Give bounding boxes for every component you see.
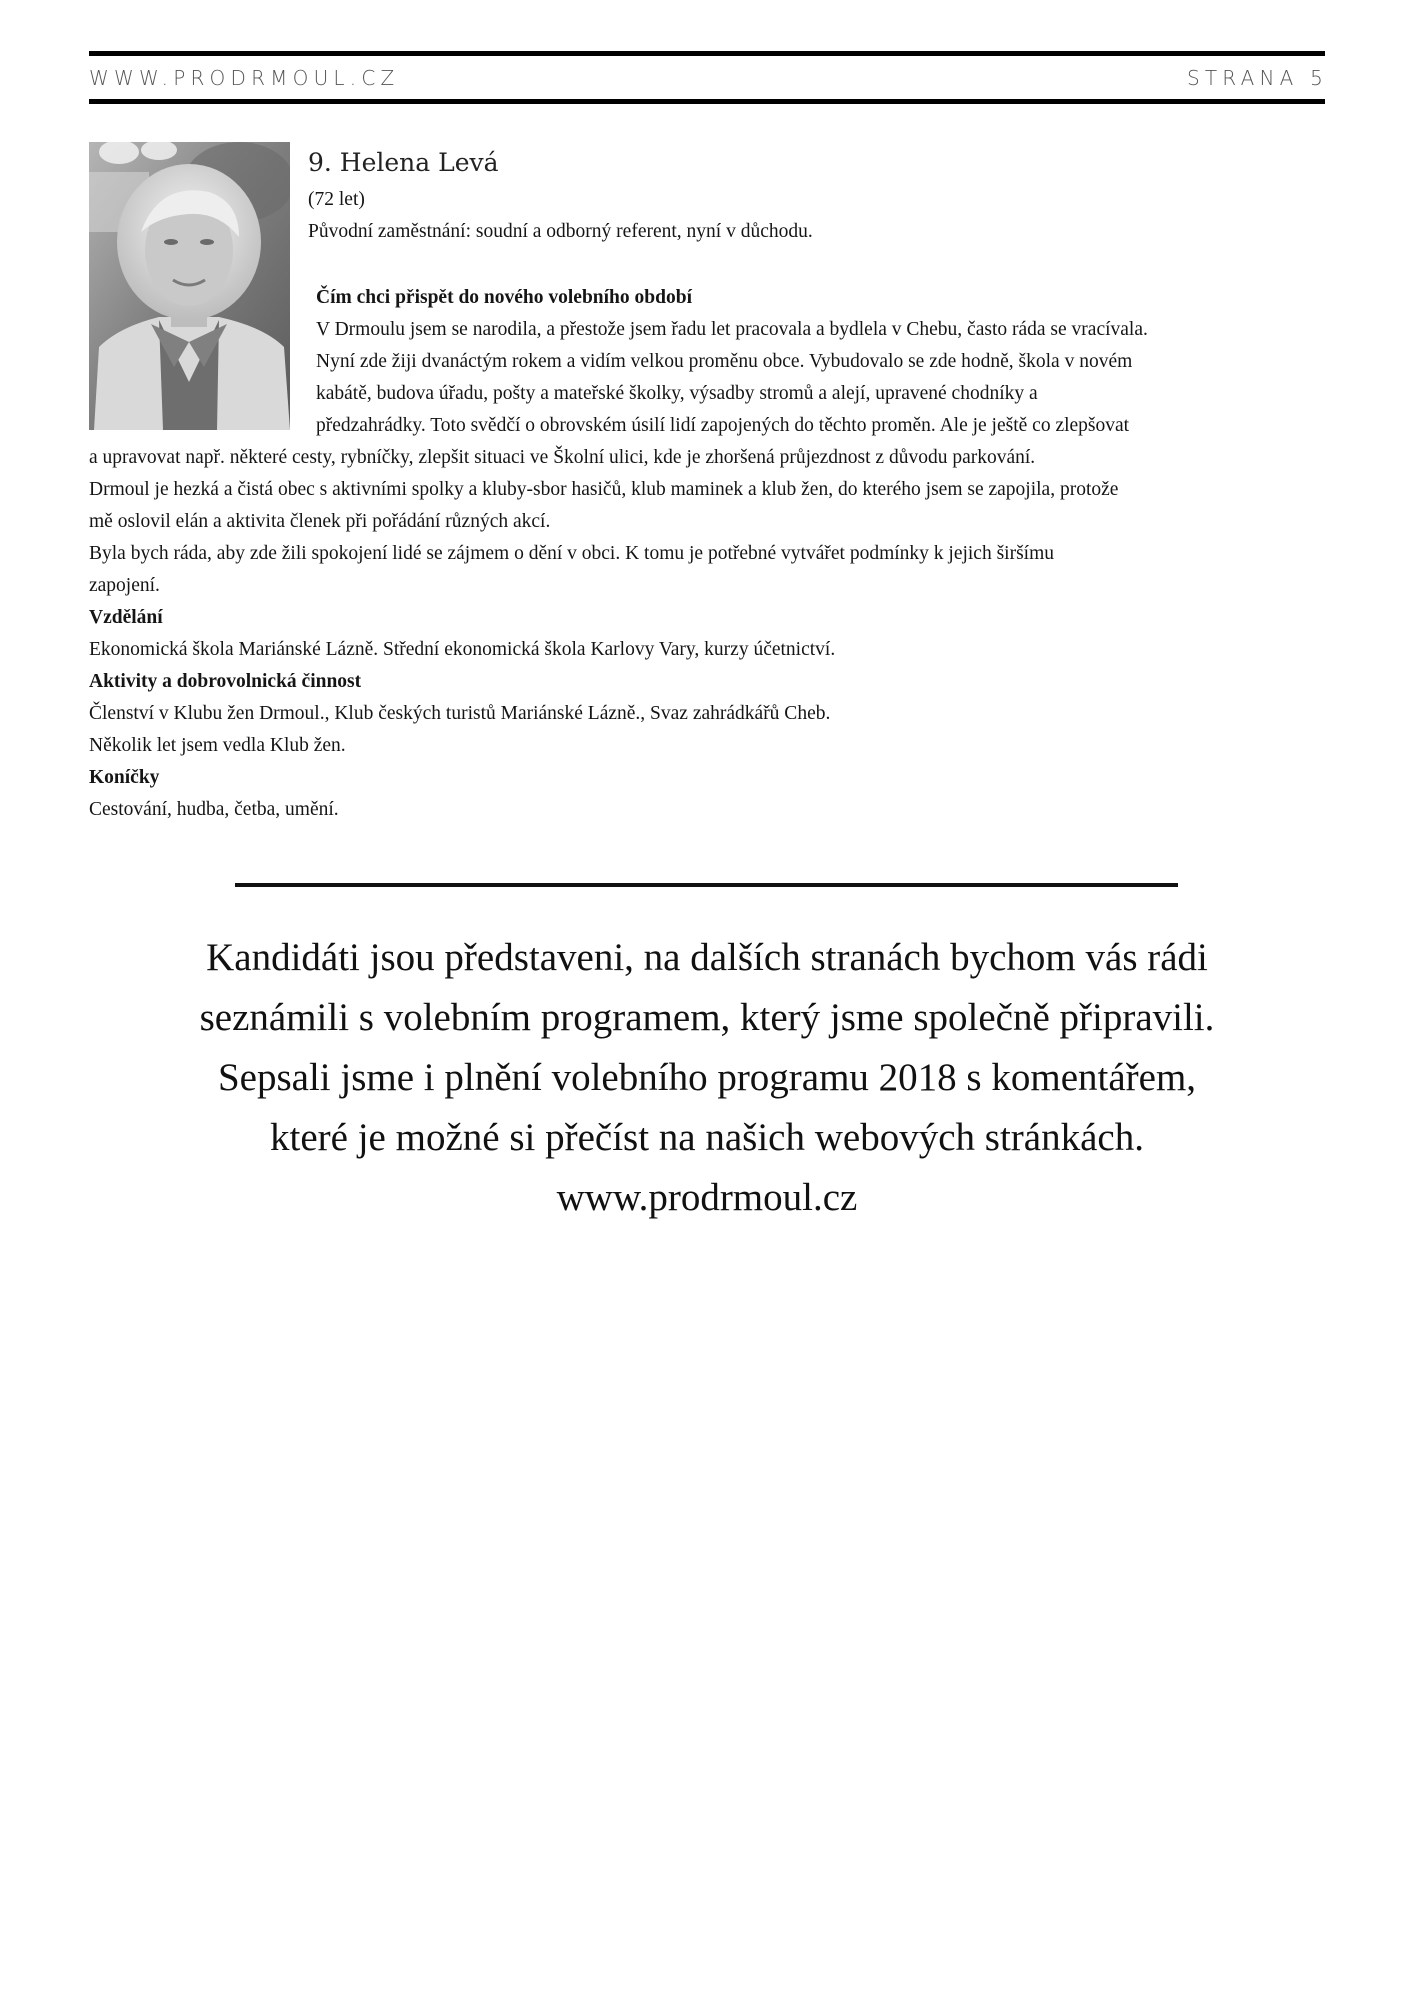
candidate-age: (72 let): [308, 189, 365, 210]
header-page-number: STRANA 5: [1186, 66, 1328, 90]
closing-line: Sepsali jsme i plnění volebního programu 2018 s komentářem,: [217, 1056, 1197, 1099]
closing-website-link[interactable]: www.prodrmoul.cz: [556, 1176, 858, 1219]
candidate-name: 9. Helena Levá: [308, 148, 499, 177]
contribution-line: Byla bych ráda, aby zde žili spokojení lidé se zájmem o dění v obci. K tomu je potřebné vytvářet podmínky k jejich širšímu: [89, 543, 1055, 564]
section-divider: [235, 883, 1178, 887]
contribution-line: mě oslovil elán a aktivita členek při pořádání různých akcí.: [89, 511, 551, 532]
activities-line: Několik let jsem vedla Klub žen.: [89, 735, 346, 756]
hobbies-heading: Koníčky: [89, 767, 160, 788]
contribution-line: předzahrádky. Toto svědčí o obrovském úsilí lidí zapojených do těchto proměn. Ale je ještě co zlepšovat: [316, 415, 1130, 436]
candidate-occupation: Původní zaměstnání: soudní a odborný referent, nyní v důchodu.: [308, 221, 813, 242]
activities-heading: Aktivity a dobrovolnická činnost: [89, 671, 362, 692]
candidate-photo: [89, 142, 290, 430]
closing-line: seznámili s volebním programem, který jsme společně připravili.: [199, 996, 1215, 1039]
education-heading: Vzdělání: [89, 607, 163, 628]
header-site-url: WWW.PRODRMOUL.CZ: [89, 66, 400, 90]
education-text: Ekonomická škola Mariánské Lázně. Střední ekonomická škola Karlovy Vary, kurzy účetnictví.: [89, 639, 836, 660]
contribution-line: V Drmoulu jsem se narodila, a přestože jsem řadu let pracovala a bydlela v Chebu, často ráda se vracívala.: [316, 319, 1148, 340]
closing-line: Kandidáti jsou představeni, na dalších stranách bychom vás rádi: [206, 936, 1208, 979]
closing-line: které je možné si přečíst na našich webových stránkách.: [270, 1116, 1144, 1159]
hobbies-text: Cestování, hudba, četba, umění.: [89, 799, 339, 820]
contribution-line: Drmoul je hezká a čistá obec s aktivními spolky a kluby-sbor hasičů, klub maminek a klub žen, do kterého jsem se zapojila, protože: [89, 479, 1119, 500]
contribution-line: a upravovat např. některé cesty, rybníčky, zlepšit situaci ve Školní ulici, kde je zhoršená průjezdnost z důvodu parkování.: [89, 447, 1036, 468]
contribution-line: zapojení.: [89, 575, 160, 596]
header-bottom-rule: [89, 99, 1325, 104]
contribution-line: kabátě, budova úřadu, pošty a mateřské školky, výsadby stromů a alejí, upravené chodníky a: [316, 383, 1038, 404]
activities-line: Členství v Klubu žen Drmoul., Klub českých turistů Mariánské Lázně., Svaz zahrádkářů Cheb.: [89, 703, 831, 724]
portrait-image: [89, 142, 290, 430]
header-top-rule: [89, 51, 1325, 56]
contribution-line: Nyní zde žiji dvanáctým rokem a vidím velkou proměnu obce. Vybudovalo se zde hodně, škola v novém: [316, 351, 1133, 372]
contribution-heading: Čím chci přispět do nového volebního období: [316, 287, 692, 308]
